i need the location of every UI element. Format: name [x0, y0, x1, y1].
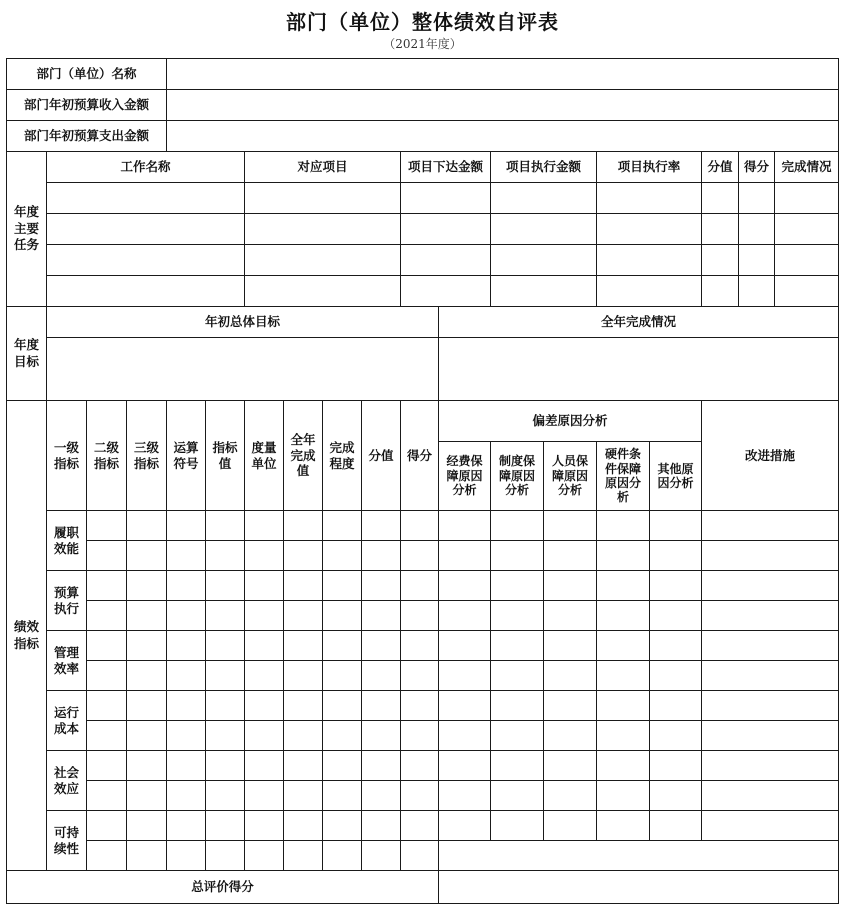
indicator-cell[interactable]	[284, 661, 323, 691]
indicator-cell[interactable]	[87, 781, 127, 811]
deviation-cell[interactable]	[544, 691, 597, 721]
deviation-cell[interactable]	[439, 811, 491, 841]
deviation-cell[interactable]	[544, 811, 597, 841]
indicator-row	[7, 691, 839, 721]
indicator-cell[interactable]	[245, 811, 284, 841]
indicator-cell[interactable]	[167, 601, 206, 631]
deviation-cell[interactable]	[650, 541, 702, 571]
deviation-cell[interactable]	[544, 511, 597, 541]
budget-income-label: 部门年初预算收入金额	[7, 90, 167, 121]
deviation-cell[interactable]	[544, 751, 597, 781]
deviation-cell[interactable]	[491, 631, 544, 661]
indicator-cell[interactable]	[323, 781, 362, 811]
task-cell[interactable]	[47, 245, 245, 276]
deviation-cell[interactable]	[544, 781, 597, 811]
deviation-cell[interactable]	[491, 721, 544, 751]
deviation-cell[interactable]	[597, 541, 650, 571]
budget-expense-label: 部门年初预算支出金额	[7, 121, 167, 152]
indicator-cell[interactable]	[167, 691, 206, 721]
improvement-cell[interactable]	[702, 661, 839, 691]
indicator-cell[interactable]	[323, 721, 362, 751]
deviation-cell[interactable]	[597, 661, 650, 691]
col-allocated-amount: 项目下达金额	[401, 152, 491, 183]
indicator-cell[interactable]	[284, 721, 323, 751]
indicator-cell[interactable]	[206, 691, 245, 721]
col-score-got: 得分	[739, 152, 775, 183]
indicator-cell[interactable]	[401, 601, 439, 631]
indicator-cell[interactable]	[87, 571, 127, 601]
task-cell[interactable]	[401, 245, 491, 276]
task-cell[interactable]	[597, 276, 702, 307]
deviation-cell[interactable]	[597, 511, 650, 541]
indicator-cell[interactable]	[127, 631, 167, 661]
indicator-cell[interactable]	[206, 661, 245, 691]
indicator-cell[interactable]	[127, 751, 167, 781]
deviation-cell[interactable]	[597, 571, 650, 601]
indicator-cell[interactable]	[127, 691, 167, 721]
indicator-cell[interactable]	[127, 811, 167, 841]
indicator-category: 可持 续性	[47, 811, 87, 871]
indicator-cell[interactable]	[87, 661, 127, 691]
deviation-cell[interactable]	[491, 541, 544, 571]
deviation-cell[interactable]	[597, 751, 650, 781]
task-cell[interactable]	[775, 214, 839, 245]
indicator-cell[interactable]	[206, 601, 245, 631]
col-other-reason: 其他原 因分析	[650, 442, 702, 511]
indicator-cell[interactable]	[87, 811, 127, 841]
indicator-cell[interactable]	[127, 571, 167, 601]
task-cell[interactable]	[491, 214, 597, 245]
annual-completion-header: 全年完成情况	[439, 307, 839, 338]
indicator-cell[interactable]	[323, 541, 362, 571]
deviation-cell[interactable]	[439, 781, 491, 811]
col-perf-score-got: 得分	[401, 401, 439, 511]
deviation-cell[interactable]	[650, 631, 702, 661]
indicator-category: 履职 效能	[47, 511, 87, 571]
indicator-cell[interactable]	[284, 691, 323, 721]
form-year: （2021年度）	[383, 37, 462, 51]
annual-goal-label: 年度 目标	[7, 307, 47, 401]
indicator-cell[interactable]	[206, 571, 245, 601]
indicator-cell[interactable]	[401, 811, 439, 841]
indicator-cell[interactable]	[167, 751, 206, 781]
col-system-reason: 制度保 障原因 分析	[491, 442, 544, 511]
indicator-cell[interactable]	[127, 721, 167, 751]
indicator-category: 预算 执行	[47, 571, 87, 631]
deviation-cell[interactable]	[491, 751, 544, 781]
deviation-cell[interactable]	[597, 601, 650, 631]
form-title: 部门（单位）整体绩效自评表	[286, 10, 559, 34]
deviation-cell[interactable]	[597, 631, 650, 661]
indicator-cell[interactable]	[401, 721, 439, 751]
indicator-cell[interactable]	[323, 571, 362, 601]
indicator-cell[interactable]	[206, 541, 245, 571]
indicator-cell[interactable]	[284, 751, 323, 781]
improvement-cell[interactable]	[702, 511, 839, 541]
task-cell[interactable]	[702, 183, 739, 214]
indicator-row	[7, 661, 839, 691]
deviation-cell[interactable]	[439, 631, 491, 661]
annual-tasks-label: 年度 主要 任务	[7, 152, 47, 307]
indicator-cell[interactable]	[87, 721, 127, 751]
indicator-cell[interactable]	[167, 511, 206, 541]
perf-indicators-label: 绩效 指标	[7, 401, 47, 871]
indicator-cell[interactable]	[206, 811, 245, 841]
indicator-cell[interactable]	[206, 841, 245, 871]
indicator-cell[interactable]	[245, 691, 284, 721]
indicator-cell[interactable]	[245, 781, 284, 811]
indicator-cell[interactable]	[362, 811, 401, 841]
indicator-category: 运行 成本	[47, 691, 87, 751]
deviation-cell[interactable]	[439, 511, 491, 541]
annual-completion-content[interactable]	[439, 338, 839, 401]
indicator-cell[interactable]	[87, 631, 127, 661]
initial-target-header: 年初总体目标	[47, 307, 439, 338]
task-cell[interactable]	[739, 276, 775, 307]
budget-expense-value[interactable]	[167, 121, 839, 152]
deviation-cell[interactable]	[650, 661, 702, 691]
deviation-cell[interactable]	[597, 811, 650, 841]
indicator-cell[interactable]	[323, 631, 362, 661]
indicator-cell[interactable]	[401, 631, 439, 661]
col-annual-complete-value: 全年 完成 值	[284, 401, 323, 511]
indicator-cell[interactable]	[284, 841, 323, 871]
task-cell[interactable]	[597, 183, 702, 214]
indicator-cell[interactable]	[362, 571, 401, 601]
col-project: 对应项目	[245, 152, 401, 183]
indicator-cell[interactable]	[284, 601, 323, 631]
indicator-cell[interactable]	[127, 841, 167, 871]
deviation-cell[interactable]	[491, 571, 544, 601]
deviation-cell[interactable]	[544, 661, 597, 691]
task-cell[interactable]	[245, 276, 401, 307]
indicator-cell[interactable]	[127, 601, 167, 631]
indicator-cell[interactable]	[167, 841, 206, 871]
col-level1-indicator: 一级 指标	[47, 401, 87, 511]
indicator-cell[interactable]	[323, 811, 362, 841]
task-cell[interactable]	[245, 245, 401, 276]
indicator-cell[interactable]	[284, 541, 323, 571]
indicator-cell[interactable]	[87, 841, 127, 871]
improvement-cell[interactable]	[702, 811, 839, 841]
deviation-cell[interactable]	[544, 571, 597, 601]
task-cell[interactable]	[491, 245, 597, 276]
deviation-cell[interactable]	[650, 691, 702, 721]
indicator-cell[interactable]	[167, 631, 206, 661]
col-work-name: 工作名称	[47, 152, 245, 183]
indicator-cell[interactable]	[362, 631, 401, 661]
indicator-cell[interactable]	[362, 661, 401, 691]
indicator-cell[interactable]	[362, 781, 401, 811]
col-level3-indicator: 三级 指标	[127, 401, 167, 511]
indicator-category: 社会 效应	[47, 751, 87, 811]
task-cell[interactable]	[47, 214, 245, 245]
indicator-cell[interactable]	[323, 511, 362, 541]
col-funding-reason: 经费保 障原因 分析	[439, 442, 491, 511]
improvement-cell[interactable]	[702, 781, 839, 811]
deviation-cell[interactable]	[650, 511, 702, 541]
deviation-cell[interactable]	[597, 691, 650, 721]
deviation-cell[interactable]	[650, 571, 702, 601]
deviation-cell[interactable]	[491, 811, 544, 841]
improvement-cell[interactable]	[702, 721, 839, 751]
improvement-cell[interactable]	[702, 601, 839, 631]
task-row	[7, 183, 839, 214]
deviation-cell[interactable]	[439, 541, 491, 571]
indicator-cell[interactable]	[167, 541, 206, 571]
deviation-cell[interactable]	[597, 781, 650, 811]
indicator-cell[interactable]	[284, 511, 323, 541]
indicator-cell[interactable]	[362, 511, 401, 541]
deviation-cell[interactable]	[439, 721, 491, 751]
indicator-row	[7, 841, 839, 871]
indicator-cell[interactable]	[401, 511, 439, 541]
task-cell[interactable]	[597, 214, 702, 245]
improvement-cell[interactable]	[702, 751, 839, 781]
col-hardware-reason: 硬件条 件保障 原因分 析	[597, 442, 650, 511]
deviation-cell[interactable]	[491, 691, 544, 721]
indicator-cell[interactable]	[323, 841, 362, 871]
indicator-cell[interactable]	[245, 661, 284, 691]
deviation-cell[interactable]	[439, 661, 491, 691]
indicator-cell[interactable]	[206, 631, 245, 661]
indicator-cell[interactable]	[284, 571, 323, 601]
indicator-row	[7, 721, 839, 751]
task-cell[interactable]	[47, 183, 245, 214]
indicator-row	[7, 781, 839, 811]
indicator-cell[interactable]	[127, 541, 167, 571]
indicator-cell[interactable]	[245, 571, 284, 601]
task-cell[interactable]	[739, 245, 775, 276]
indicator-cell[interactable]	[127, 781, 167, 811]
deviation-cell[interactable]	[439, 601, 491, 631]
deviation-cell[interactable]	[491, 781, 544, 811]
deviation-cell[interactable]	[439, 691, 491, 721]
col-indicator-value: 指标 值	[206, 401, 245, 511]
indicator-cell[interactable]	[87, 511, 127, 541]
indicator-row	[7, 811, 839, 841]
indicator-cell[interactable]	[362, 751, 401, 781]
indicator-cell[interactable]	[245, 841, 284, 871]
indicator-cell[interactable]	[323, 751, 362, 781]
task-cell[interactable]	[47, 276, 245, 307]
col-perf-score-value: 分值	[362, 401, 401, 511]
indicator-cell[interactable]	[362, 841, 401, 871]
indicator-cell[interactable]	[87, 691, 127, 721]
col-score-value: 分值	[702, 152, 739, 183]
indicator-cell[interactable]	[206, 511, 245, 541]
indicator-category: 管理 效率	[47, 631, 87, 691]
indicator-cell[interactable]	[167, 571, 206, 601]
indicator-cell[interactable]	[323, 691, 362, 721]
improvement-cell[interactable]	[702, 631, 839, 661]
indicator-cell[interactable]	[362, 541, 401, 571]
col-unit: 度量 单位	[245, 401, 284, 511]
col-staff-reason: 人员保 障原因 分析	[544, 442, 597, 511]
indicator-row	[7, 631, 839, 661]
task-cell[interactable]	[702, 276, 739, 307]
task-row	[7, 214, 839, 245]
indicator-cell[interactable]	[401, 841, 439, 871]
indicator-cell[interactable]	[323, 601, 362, 631]
task-cell[interactable]	[491, 183, 597, 214]
deviation-cell[interactable]	[650, 601, 702, 631]
task-cell[interactable]	[597, 245, 702, 276]
task-cell[interactable]	[245, 183, 401, 214]
indicator-row	[7, 751, 839, 781]
task-cell[interactable]	[491, 276, 597, 307]
indicator-cell[interactable]	[87, 601, 127, 631]
indicator-cell[interactable]	[401, 781, 439, 811]
total-row	[7, 871, 839, 904]
deviation-cell[interactable]	[491, 511, 544, 541]
improvement-cell[interactable]	[702, 571, 839, 601]
indicator-cell[interactable]	[206, 751, 245, 781]
indicator-cell[interactable]	[362, 601, 401, 631]
dept-name-label: 部门（单位）名称	[7, 59, 167, 90]
initial-target-content[interactable]	[47, 338, 439, 401]
col-execution-rate: 项目执行率	[597, 152, 702, 183]
dept-name-value[interactable]	[167, 59, 839, 90]
deviation-cell[interactable]	[544, 541, 597, 571]
deviation-cell[interactable]	[544, 601, 597, 631]
indicator-cell[interactable]	[245, 601, 284, 631]
indicator-cell[interactable]	[245, 511, 284, 541]
task-cell[interactable]	[702, 214, 739, 245]
indicator-cell[interactable]	[245, 751, 284, 781]
indicator-cell[interactable]	[323, 661, 362, 691]
col-operator: 运算 符号	[167, 401, 206, 511]
total-score-value[interactable]	[439, 871, 839, 904]
indicator-cell[interactable]	[245, 541, 284, 571]
task-cell[interactable]	[739, 183, 775, 214]
deviation-cell[interactable]	[650, 721, 702, 751]
col-level2-indicator: 二级 指标	[87, 401, 127, 511]
indicator-cell[interactable]	[284, 811, 323, 841]
task-cell[interactable]	[775, 245, 839, 276]
indicator-cell[interactable]	[167, 781, 206, 811]
deviation-cell[interactable]	[650, 751, 702, 781]
improvement-cell[interactable]	[702, 541, 839, 571]
task-cell[interactable]	[775, 183, 839, 214]
task-cell[interactable]	[702, 245, 739, 276]
indicator-cell[interactable]	[362, 721, 401, 751]
task-cell[interactable]	[775, 276, 839, 307]
col-executed-amount: 项目执行金额	[491, 152, 597, 183]
blank-cell[interactable]	[439, 841, 839, 871]
indicator-cell[interactable]	[167, 811, 206, 841]
improvement-cell[interactable]	[702, 691, 839, 721]
budget-income-value[interactable]	[167, 90, 839, 121]
indicator-cell[interactable]	[206, 781, 245, 811]
indicator-cell[interactable]	[401, 571, 439, 601]
indicator-cell[interactable]	[127, 511, 167, 541]
indicator-cell[interactable]	[245, 721, 284, 751]
total-score-label: 总评价得分	[7, 871, 439, 904]
deviation-cell[interactable]	[439, 571, 491, 601]
task-row	[7, 276, 839, 307]
task-cell[interactable]	[401, 183, 491, 214]
deviation-cell[interactable]	[544, 631, 597, 661]
deviation-analysis-header: 偏差原因分析	[439, 401, 702, 442]
indicator-row	[7, 571, 839, 601]
deviation-cell[interactable]	[650, 781, 702, 811]
task-cell[interactable]	[245, 214, 401, 245]
indicator-row	[7, 511, 839, 541]
indicator-cell[interactable]	[284, 781, 323, 811]
indicator-cell[interactable]	[167, 661, 206, 691]
indicator-cell[interactable]	[206, 721, 245, 751]
deviation-cell[interactable]	[491, 601, 544, 631]
indicator-cell[interactable]	[167, 721, 206, 751]
indicator-cell[interactable]	[87, 751, 127, 781]
task-row	[7, 245, 839, 276]
indicator-cell[interactable]	[245, 631, 284, 661]
task-cell[interactable]	[401, 276, 491, 307]
self-evaluation-table	[6, 58, 839, 904]
indicator-cell[interactable]	[87, 541, 127, 571]
deviation-cell[interactable]	[597, 721, 650, 751]
task-cell[interactable]	[739, 214, 775, 245]
col-completion: 完成情况	[775, 152, 839, 183]
deviation-cell[interactable]	[544, 721, 597, 751]
deviation-cell[interactable]	[650, 811, 702, 841]
task-cell[interactable]	[401, 214, 491, 245]
indicator-row	[7, 601, 839, 631]
indicator-cell[interactable]	[401, 751, 439, 781]
deviation-cell[interactable]	[439, 751, 491, 781]
indicator-cell[interactable]	[284, 631, 323, 661]
indicator-row	[7, 541, 839, 571]
indicator-cell[interactable]	[127, 661, 167, 691]
indicator-cell[interactable]	[401, 661, 439, 691]
deviation-cell[interactable]	[491, 661, 544, 691]
indicator-cell[interactable]	[401, 541, 439, 571]
col-completion-degree: 完成 程度	[323, 401, 362, 511]
indicator-cell[interactable]	[362, 691, 401, 721]
indicator-cell[interactable]	[401, 691, 439, 721]
improvement-measures-header: 改进措施	[702, 401, 839, 511]
